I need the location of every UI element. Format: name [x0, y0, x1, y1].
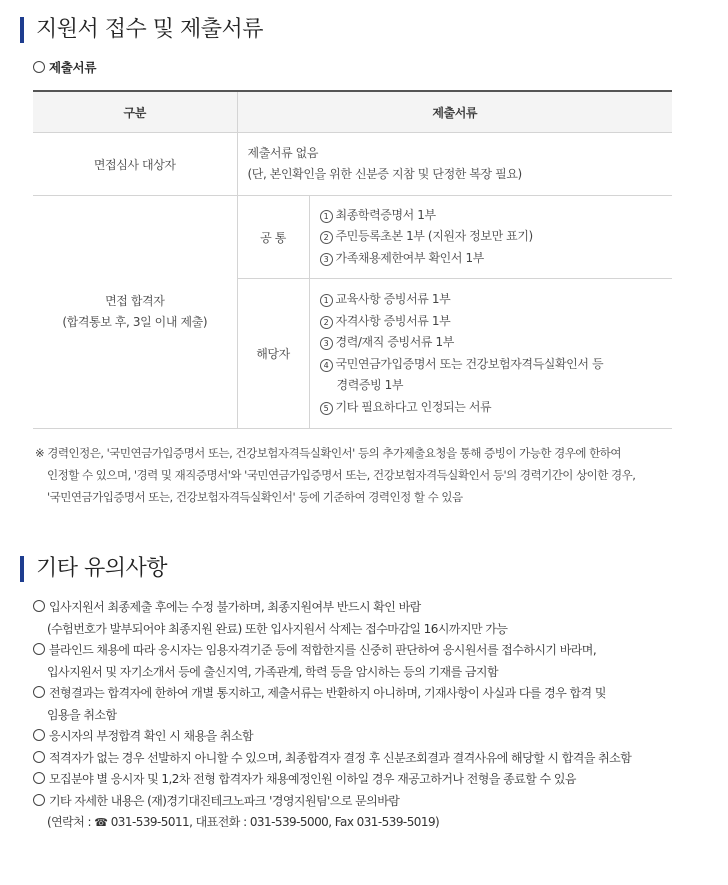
phone-icon: ☎ [94, 816, 108, 829]
list-item: 기타 자세한 내용은 (재)경기대진테크노파크 '경영지원팀'으로 문의바람 [33, 791, 703, 813]
circle-bullet-icon [33, 61, 45, 73]
list-item: 4 국민연금가입증명서 또는 건강보험자격득실확인서 등 [320, 354, 663, 376]
passer-label-cell: 면접 합격자 (합격통보 후, 3일 이내 제출) [33, 196, 237, 429]
common-label: 공 통 [237, 196, 309, 279]
subsection-title-documents: 제출서류 [33, 58, 96, 76]
header-category: 구분 [33, 91, 237, 133]
list-item: 모집분야 별 응시자 및 1,2차 전형 합격자가 채용예정인원 이하일 경우 재공고하거나 전형을 종료할 수 있음 [33, 769, 703, 791]
table-row-interview [33, 133, 672, 196]
circle-bullet-icon [33, 751, 45, 763]
list-item: 1 최종학력증명서 1부 [320, 205, 663, 227]
list-item: 2 자격사항 증빙서류 1부 [320, 311, 663, 333]
list-item: 블라인드 채용에 따라 응시자는 임용자격기준 등에 적합한지를 신중히 판단하여 응시원서를 접수하시기 바라며, [33, 640, 703, 662]
list-item: 3 가족채용제한여부 확인서 1부 [320, 248, 663, 270]
list-item: 전형결과는 합격자에 한하여 개별 통지하고, 제출서류는 반환하지 아니하며, 기재사항이 사실과 다를 경우 합격 및 [33, 683, 703, 705]
circle-bullet-icon [33, 772, 45, 784]
list-item: 입사지원서 최종제출 후에는 수정 불가하며, 최종지원여부 반드시 확인 바람 [33, 597, 703, 619]
list-item: 응시자의 부정합격 확인 시 채용을 취소함 [33, 726, 703, 748]
list-item: 2 주민등록초본 1부 (지원자 정보만 표기) [320, 226, 663, 248]
list-item: 5 기타 필요하다고 인정되는 서류 [320, 397, 663, 419]
applicable-label: 해당자 [237, 279, 309, 429]
contact-line: (연락처 : ☎ 031-539-5011, 대표전화 : 031-539-5000, Fax 031-539-5019) [47, 815, 440, 829]
circle-bullet-icon [33, 686, 45, 698]
circle-bullet-icon [33, 794, 45, 806]
documents-table [33, 90, 672, 429]
common-documents [309, 196, 672, 279]
applicable-documents: 1 교육사항 증빙서류 1부 2 자격사항 증빙서류 1부 3 경력/재직 증빙서류 1부 4 국민연금가입증명서 또는 건강보험자격득실확인서 등 경력증빙 1부 5 기타 필요하다고 인정되는 서류 [309, 279, 672, 429]
notes-list: 입사지원서 최종제출 후에는 수정 불가하며, 최종지원여부 반드시 확인 바람 (수험번호가 발부되어야 최종지원 완료) 또한 입사지원서 삭제는 접수마감일 16시까지만 가능 블라인드 채용에 따라 응시자는 임용자격기준 등에 적합한지를 신중히 판단하여 응시원서를 접수하시기 바라며, 입사지원서 및 자기소개서 등에 출신지역, 가족관계, 학력 등을 암시하는 등의 기재를 금지함 전형결과는 합격자에 한하여 개별 통지하고, 제출서류는 반환하지 아니하며, 기재사항이 사실과 다를 경우 합격 및 임용을 취소함 응시자의 부정합격 확인 시 채용을 취소함 적격자가 없는 경우 선발하지 아니할 수 있으며, 최종합격자 결정 후 신분조회결과 결격사유에 해당할 시 합격을 취소함 모집분야 별 응시자 및 1,2차 전형 합격자가 채용예정인원 이하일 경우 재공고하거나 전형을 종료할 수 있음 기타 자세한 내용은 (재)경기대진테크노파크 '경영지원팀'으로 문의바람 (연락처 : ☎ 031-539-5011, 대표전화 : 031-539-5000, Fax 031-539-5019) [33, 597, 703, 834]
list-item: 3 경력/재직 증빙서류 1부 [320, 332, 663, 354]
list-item: 적격자가 없는 경우 선발하지 아니할 수 있으며, 최종합격자 결정 후 신분조회결과 결격사유에 해당할 시 합격을 취소함 [33, 748, 703, 770]
section-title-notes: 기타 유의사항 [20, 556, 167, 582]
circle-bullet-icon [33, 600, 45, 612]
header-documents: 제출서류 [237, 91, 672, 133]
table-header-row [33, 91, 672, 133]
table-row-passer-common [33, 196, 672, 279]
career-note: ※ 경력인정은, '국민연금가입증명서 또는, 건강보험자격득실확인서' 등의 추가제출요청을 통해 증빙이 가능한 경우에 한하여 인정할 수 있으며, '경력 및 재직증명서'와 '국민연금가입증명서 또는, 건강보험자격득실확인서 등'의 경력기간이 상이한 경우, '국민연금가입증명서 또는, 건강보험자격득실확인서' 등에 기준하여 경력인정 할 수 있음 [35, 446, 636, 504]
circle-bullet-icon [33, 643, 45, 655]
section-title-submission: 지원서 접수 및 제출서류 [20, 17, 263, 43]
interview-label: 면접심사 대상자 [33, 133, 237, 196]
list-item: 1 교육사항 증빙서류 1부 [320, 289, 663, 311]
circle-bullet-icon [33, 729, 45, 741]
interview-documents: 제출서류 없음 (단, 본인확인을 위한 신분증 지참 및 단정한 복장 필요) [237, 133, 672, 196]
